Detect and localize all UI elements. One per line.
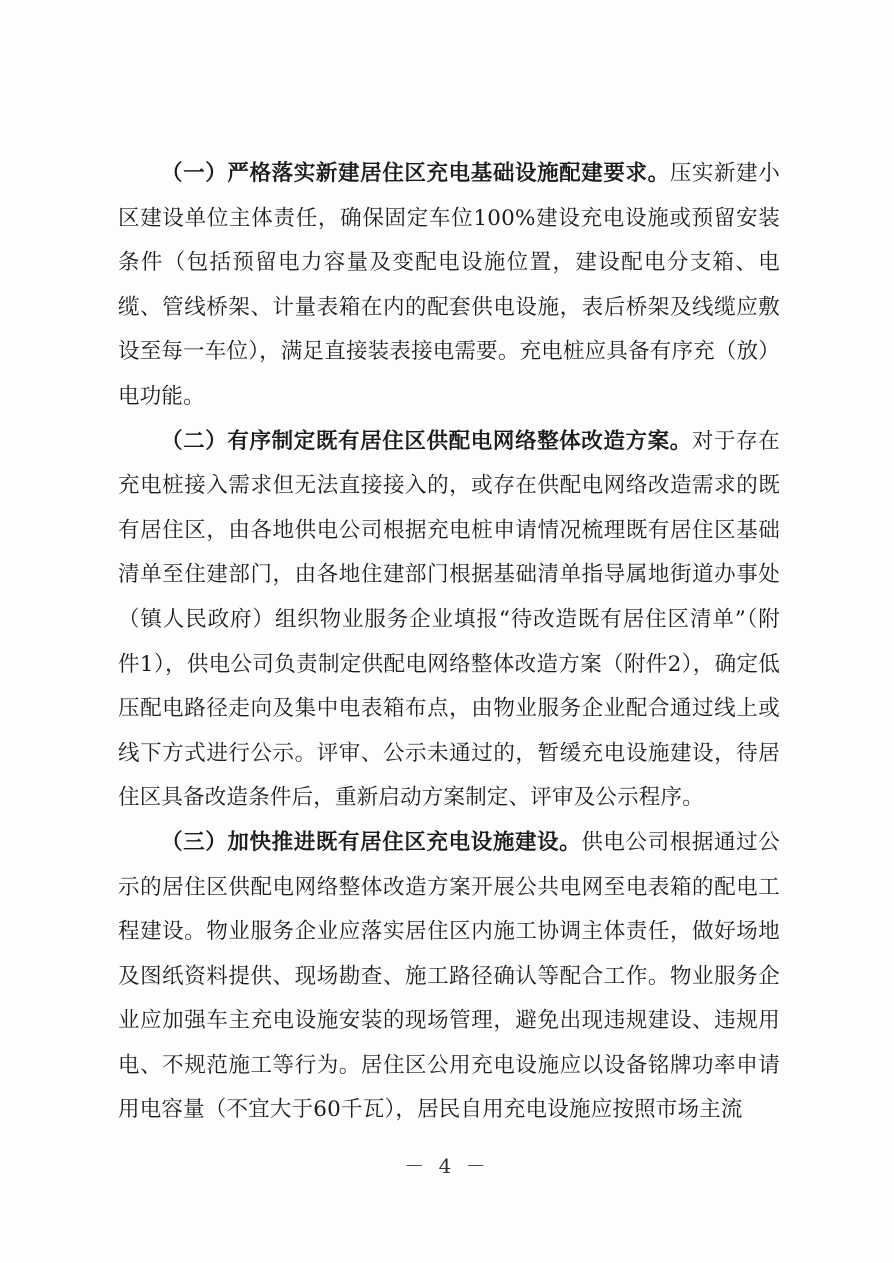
paragraph-1-heading: （一）严格落实新建居住区充电基础设施配建要求。 — [161, 161, 670, 186]
paragraph-3-text: 供电公司根据通过公示的居住区供配电网络整体改造方案开展公共电网至电表箱的配电工程建设。物业服务企业应落实居住区内施工协调主体责任，做好场地及图纸资料提供、现场勘查、施工路径确认等配合工作。物业服务企业应加强车主充电设施安装的现场管理，避免出现违规建设、违规用电、不规范施工等行为。居住区公用充电设施应以设备铭牌功率申请用电容量（不宜大于60千瓦），居民自用充电设施应按照市场主流 — [118, 829, 780, 1123]
paragraph-3 — [118, 821, 780, 1133]
page-number: － 4 － — [404, 1154, 490, 1178]
paragraph-2-text: 对于存在充电桩接入需求但无法直接接入的，或存在供配电网络改造需求的既有居住区，由各地供电公司根据充电桩申请情况梳理既有居住区基础清单至住建部门，由各地住建部门根据基础清单指导属地街道办事处（镇人民政府）组织物业服务企业填报“待改造既有居住区清单”（附件1），供电公司负责制定供配电网络整体改造方案（附件2），确定低压配电路径走向及集中电表箱布点，由物业服务企业配合通过线上或线下方式进行公示。评审、公示未通过的，暂缓充电设施建设，待居住区具备改造条件后，重新启动方案制定、评审及公示程序。 — [118, 428, 780, 811]
paragraph-3-heading: （三）加快推进既有居住区充电设施建设。 — [161, 829, 582, 855]
paragraph-2 — [118, 420, 780, 821]
body-text — [118, 152, 780, 1133]
paragraph-1 — [118, 152, 780, 420]
paragraph-1-text: 压实新建小区建设单位主体责任，确保固定车位100%建设充电设施或预留安装条件（包括预留电力容量及变配电设施位置，建设配电分支箱、电缆、管线桥架、计量表箱在内的配套供电设施，表后桥架及线缆应敷设至每一车位），满足直接装表接电需要。充电桩应具备有序充（放）电功能。 — [118, 161, 780, 409]
paragraph-2-heading: （二）有序制定既有居住区供配电网络整体改造方案。 — [161, 428, 692, 454]
